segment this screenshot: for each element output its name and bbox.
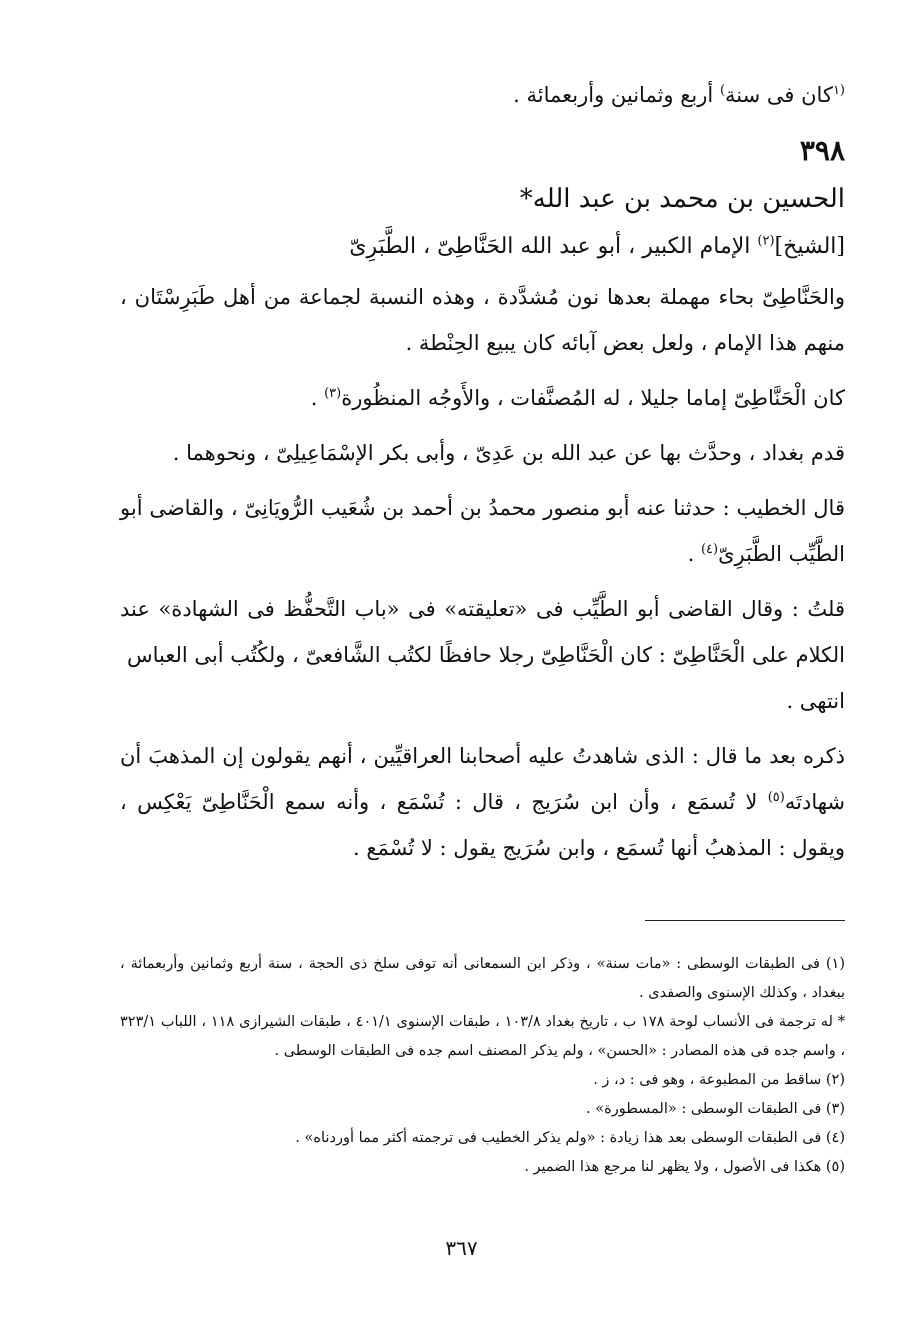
- fn-marker: (٣): [324, 386, 342, 401]
- footnote-2: (٢) ساقط من المطبوعة ، وهو فى : د، ز .: [593, 1072, 845, 1088]
- footnote-3: (٣) فى الطبقات الوسطى : «المسطورة» .: [586, 1101, 845, 1117]
- footnotes: [120, 950, 845, 1182]
- paragraph-4: [120, 485, 845, 577]
- paragraph-1: والحَنَّاطِىّ بحاء مهملة بعدها نون مُشدَّدة ، وهذه النسبة لجماعة من أهل طَبَرِسْتَان ، منهم هذا الإمام ، ولعل بعض آبائه كان يبيع الحِنْطة .: [120, 285, 845, 355]
- paragraph-4-end: .: [687, 542, 701, 566]
- entry-name-text: الحسين بن محمد بن عبد الله: [532, 184, 845, 214]
- footnote-star: * له ترجمة فى الأنساب لوحة ١٧٨ ب ، تاريخ بغداد ١٠٣/٨ ، طبقات الإسنوى ٤٠١/١ ، طبقات الشيرازى ١١٨ ، اللباب ٣٢٣/١ ، واسم جده فى هذه المصادر : «الحسن» ، ولم يذكر المصنف اسم جده فى الطبقات الوسطى .: [120, 1014, 845, 1059]
- paragraph-2: [120, 375, 845, 421]
- footnote-4: (٤) فى الطبقات الوسطى بعد هذا زيادة : «ولم يذكر الخطيب فى ترجمته أكثر مما أوردناه» .: [295, 1130, 845, 1146]
- entry-name-mark: *: [519, 184, 533, 214]
- subtitle-prefix: [الشيخ]: [774, 234, 845, 259]
- entry-name: [120, 174, 845, 224]
- footnote-divider: [645, 920, 845, 921]
- paragraph-3: قدم بغداد ، وحدَّث بها عن عبد الله بن عَدِىّ ، وأبى بكر الإسْمَاعِيلِىّ ، ونحوهما .: [172, 441, 845, 465]
- page-number: ٣٦٧: [445, 1236, 478, 1260]
- paragraph-5: [120, 586, 845, 678]
- fn-marker: ): [719, 83, 726, 98]
- fn-marker: (٤): [700, 542, 719, 557]
- entry-number: ٣٩٨: [799, 134, 845, 167]
- paragraph-6-text-b: لا تُسمَع ، وأن ابن سُرَيج ، قال : تُسْمَع ، وأنه سمع الْحَنَّاطِىّ يَعْكِس ، ويقول : المذهبُ أنها تُسمَع ، وابن سُرَيج يقول : لا تُسْمَع .: [120, 790, 845, 860]
- fn-marker: (١: [832, 83, 845, 98]
- continued-text-start: كان فى سنة: [725, 83, 833, 107]
- fn-marker: (٢): [757, 233, 775, 249]
- continued-text-end: أربع وثمانين وأربعمائة .: [513, 83, 714, 107]
- fn-marker: (٥): [767, 790, 785, 805]
- paragraph-5-text: قلتُ : وقال القاضى أبو الطَّيِّب فى «تعليقته» فى «باب التَّحفُّظ فى الشهادة» عند الكلام على الْحَنَّاطِىّ : كان الْحَنَّاطِىّ رجلا حافظًا لكتُب الشَّافعىّ ، ولكُتُب أبى العباس: [120, 597, 845, 667]
- paragraph-6: [120, 733, 845, 871]
- main-text: [120, 72, 845, 880]
- subtitle-rest: الإمام الكبير ، أبو عبد الله الحَنَّاطِىّ ، الطَّبَرِىّ: [349, 234, 751, 259]
- paragraph-2-end: .: [310, 386, 325, 410]
- entry-subtitle: [120, 224, 845, 270]
- paragraph-2-text: كان الْحَنَّاطِىّ إماما جليلا ، له المُصنَّفات ، والأَوجُه المنظُورة: [341, 386, 845, 410]
- paragraph-6-text-a: ذكره بعد ما قال : الذى شاهدتُ عليه أصحابنا العراقيِّين ، أنهم يقولون إن المذهبَ أن شهادتَه: [120, 744, 845, 814]
- footnote-5: (٥) هكذا فى الأصول ، ولا يظهر لنا مرجع هذا الضمير .: [524, 1159, 845, 1175]
- continued-line: [120, 72, 845, 118]
- paragraph-4-text: قال الخطيب : حدثنا عنه أبو منصور محمدُ بن أحمد بن شُعَيب الرُّويَانِىّ ، والقاضى أبو الطَّيِّب الطَّبَرِىّ: [120, 496, 845, 566]
- footnote-1: (١) فى الطبقات الوسطى : «مات سنة» ، وذكر ابن السمعانى أنه توفى سلخ ذى الحجة ، سنة أربع وثمانين وأربعمائة ، ببغداد ، وكذلك الإسنوى والصفدى .: [120, 956, 845, 1001]
- paragraph-5-continuation: انتهى .: [786, 689, 845, 713]
